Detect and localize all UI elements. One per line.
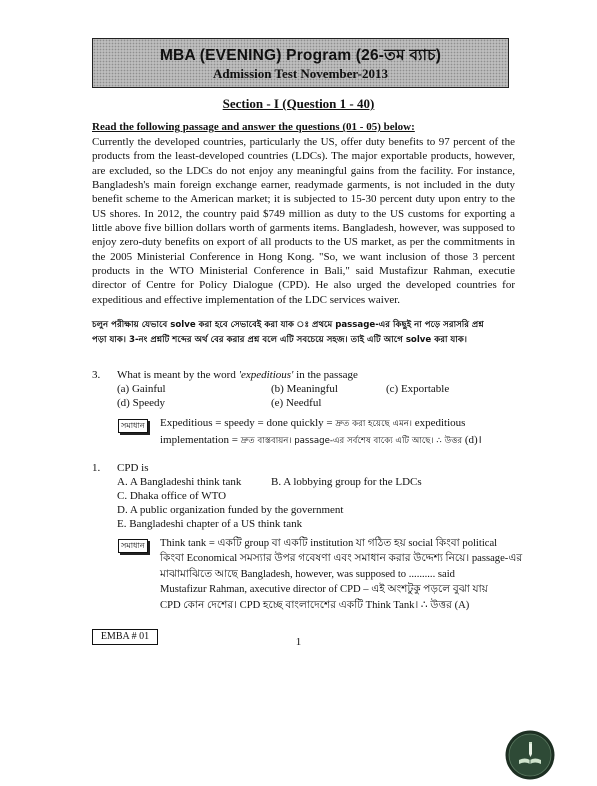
question-3-text-start: What is meant by the word — [117, 369, 239, 381]
question-3-text-end: in the passage — [293, 369, 358, 381]
question-1-option-a: A. A Bangladeshi think tank — [117, 476, 242, 488]
solution-3-line-1-en: Expeditious = speedy = done quickly = — [160, 417, 336, 429]
passage-instruction: Read the following passage and answer the questions (01 - 05) below: — [92, 121, 415, 133]
question-3-number: 3. — [92, 369, 101, 381]
solution-3-line-2-en: implementation = — [160, 433, 241, 446]
solution-3-line-1-end: expeditious — [411, 417, 466, 429]
solution-1-line-5: CPD কোন দেশের। CPD হচ্ছে বাংলাদেশের একটি Think Tank। ∴ উত্তর (A) — [160, 599, 470, 611]
question-1-option-b: B. A lobbying group for the LDCs — [271, 476, 422, 488]
question-3-option-b: (b) Meaningful — [271, 383, 338, 395]
bengali-note-line-1: চলুন পরীক্ষায় যেভাবে solve করা হবে সেভাবেই করা যাক ঃ প্রথমে passage-এর কিছুই না পড়ে সরাসরি প্রশ্ন — [92, 320, 484, 330]
question-3-solution-badge: সমাধান — [118, 419, 148, 433]
section-title: Section - I (Question 1 - 40) — [222, 96, 375, 111]
reading-passage: Currently the developed countries, particularly the US, offer duty benefits to 97 percent of the products from the least-developed countries (LDCs). The major exportable products, however, are excluded, so the LDCs do not enjoy any meaningful gains from the facility. For instance, Bangladesh's main foreign exchange earner, readymade garments, is not included in the duty benefit scheme to the American market; it is subjected to 15-30 percent duty upon entry to the US shores. In 2012, the country paid $749 million as duty to the US customs for exporting a little above five billion dollars worth of garments items. Bangladesh, however, was supposed to enjoy zero-duty benefits on export of all products to the US market, as per the commitments in the 2005 Ministerial Conference in Hong Kong. "So, we want inclusion of those 3 percent products in the WTO Ministerial Conference in Bali," said Mustafizur Rahman, executie director of Centre for Policy Dialogue (CPD). He also urged the developed countries for expeditious and effective implementation of the LDC services waiver. — [92, 136, 515, 306]
question-3-solution — [160, 416, 482, 449]
question-1-solution — [160, 536, 523, 613]
question-3-option-e: (e) Needful — [271, 397, 322, 409]
solution-3-line-2-end: (d)। — [462, 433, 482, 446]
question-1-option-e: E. Bangladeshi chapter of a US think tank — [117, 518, 303, 530]
bengali-strategy-note — [92, 318, 522, 348]
solution-1-line-1: Think tank = একটি group বা একটি institution যা গঠিত হয় social কিংবা political — [160, 538, 498, 549]
question-3-solution-line-2 — [160, 433, 482, 450]
book-pen-seal-icon — [505, 730, 555, 780]
question-3-option-c: (c) Exportable — [386, 383, 450, 395]
question-3-option-d: (d) Speedy — [117, 397, 165, 409]
exam-code-box: EMBA # 01 — [92, 629, 158, 645]
header-banner — [92, 38, 509, 88]
question-3-solution-line-1 — [160, 416, 482, 433]
admission-test-subtitle: Admission Test November-2013 — [212, 66, 389, 81]
question-1-option-d: D. A public organization funded by the government — [117, 504, 344, 516]
solution-1-line-3: মাঝামাঝিতে আছে Bangladesh, however, was supposed to .......... said — [160, 568, 455, 580]
solution-1-line-2: কিংবা Economical সমস্যার উপর গবেষণা এবং সমাধান করার উদ্দেশ্য নিয়ে। passage-এর — [160, 553, 523, 565]
question-3-option-a: (a) Gainful — [117, 383, 166, 395]
solution-1-line-4: Mustafizur Rahman, axecutive director of CPD – এই অংশটুকু পড়লে বুঝা যায় — [160, 584, 488, 596]
program-title: MBA (EVENING) Program (26-তম ব্যাচ) — [159, 47, 442, 64]
question-1-option-c: C. Dhaka office of WTO — [117, 490, 227, 502]
bengali-note-line-2: পড়া যাক। 3-নং প্রশ্নটি শব্দের অর্থ বের করার প্রশ্ন বলে এটি সবচেয়ে সহজ। তাই এটি আগে solve করা যাক। — [92, 335, 467, 345]
solution-3-line-2-bn: দ্রুত বাস্তবায়ন। passage-এর সর্বশেষ বাক্যে এটি আছে। ∴ উত্তর — [240, 435, 463, 446]
question-1-solution-badge: সমাধান — [118, 539, 148, 553]
page-number: 1 — [295, 636, 302, 648]
question-3-text — [117, 369, 358, 381]
question-3-keyword: 'expeditious' — [238, 369, 294, 381]
question-1-text: CPD is — [117, 462, 149, 474]
question-1-number: 1. — [92, 462, 101, 474]
solution-3-line-1-bn: দ্রুত করা হয়েছে এমন। — [335, 419, 412, 429]
